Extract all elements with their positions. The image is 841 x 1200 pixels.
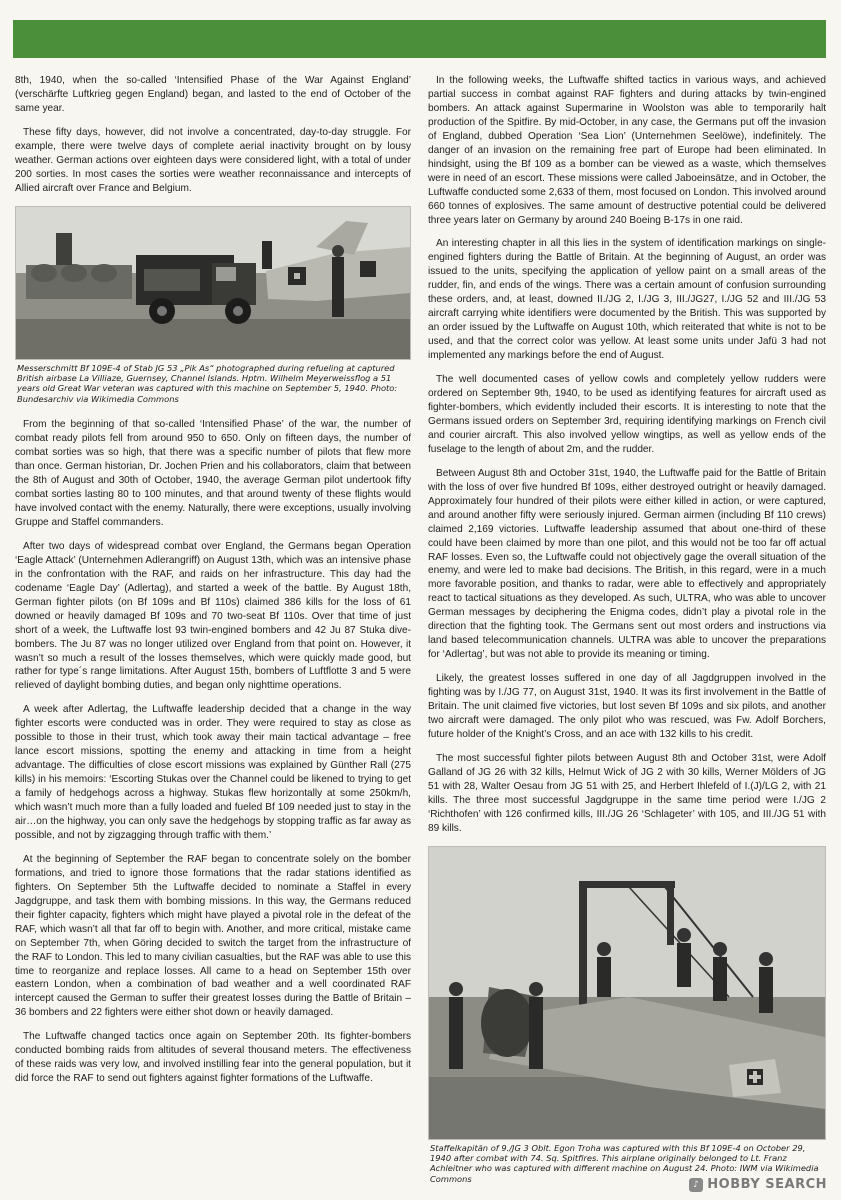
paragraph: The well documented cases of yellow cowls and completely yellow rudders were ordered on September 9th, 1940, to be used as identifying features for aircraft used as fighter-bombers, which evidently included their escorts. It is interesting to note that the Germans issued orders on September 3rd, requiring identifying markings on French civil and courier aircraft. This also involved yellow wingtips, as well as yellow ends of the fuselage to the length of about 2m, and the rudder.: [428, 374, 826, 455]
refueling-scene-illustration: [16, 207, 410, 359]
paragraph: Likely, the greatest losses suffered in one day of all Jagdgruppen involved in the fighting was by I./JG 77, on August 31st, 1940. It was its first involvement in the Battle of Britain. The unit claimed five victories, but lost seven Bf 109s and six pilots, and another two aircraft were damaged. The only pilot who was rescued, was Fw. Adolf Borchers, future holder of the Knight’s Cross, and an ace with 132 kills to his credit.: [428, 673, 826, 740]
paragraph: At the beginning of September the RAF began to concentrate solely on the bomber formations, and tried to ignore those formations that the radar stations identified as fighters. On September 5th the Luftwaffe decided to nominate a Staffel in every Jagdgruppe, and task them with bombing missions. In this way, the Germans reduced their fighter capacity, fighters which might have played a pivotal role in the defeat of the RAF, which wasn’t all that far off to begin with. Another, and more critical, mistake came on September 7th, when Göring decided to switch the target from the infrastructure of the RAF to London. This led to many civilian casualties, but the RAF was able to use this time to reorganize and replace losses. All came to a head on September 15th over eastern London, when a combination of bad weather and a well coordinated RAF intercept caused the German to suffer their greatest losses during the Battle of Britain – 36 bombers and 22 fighters were either shot down or heavily damaged.: [15, 853, 411, 1019]
right-column: [428, 74, 826, 1198]
paragraph: Between August 8th and October 31st, 1940, the Luftwaffe paid for the Battle of Britain with the loss of over five hundred Bf 109s, either destroyed outright or heavily damaged. Approximately four hundred of their pilots were either killed in action, or were captured, and around another fifty were seriously injured. German airmen (including Bf 110 crews) claimed 2,169 victories. Luftwaffe leadership assumed that about one-third of these could have been claimed by more than one pilot, and this would not be too far off actual RAF losses. Even so, the Luftwaffe could not objectively gage the overall situation of the enemy, and were led to make bad decisions. The British, in this regard, were in a much more favorable position, and thanks to radar, were able to effectively and appropriately react to tactical situations as they developed. As such, ULTRA, who was able to uncover German messages by deciphering the Enigma codes, didn’t play a pivotal role in the direction that the fighting took. The Germans sent out most orders and instructions via land based telecommunication channels. ULTRA was able to uncover the preparations for ‘Adlertag’, but was not able to provide its meaning or timing.: [428, 467, 826, 661]
paragraph: 8th, 1940, when the so-called ‘Intensified Phase of the War Against England’ (verschärfte Luftkrieg gegen England) began, and lasted to the end of October of the same year.: [15, 75, 411, 114]
paragraph: From the beginning of that so-called ‘Intensified Phase’ of the war, the number of combat ready pilots fell from around 950 to 650. Only on fifteen days, the number of combat sorties was so high, that there was a specific number of pilots that flew more than once. German historian, Dr. Jochen Prien and his collaborators, claim that between the 8th of August and 30th of October, 1940, the average German pilot undertook fifty combat sorties lasting 80 to 100 minutes, and that around twenty of these flights would have involved contact with the enemy. Naturally, there were exceptions, usually involving Gruppe and Staffel commanders.: [15, 419, 411, 528]
paragraph: An interesting chapter in all this lies in the system of identification markings on single-engined fighters during the Battle of Britain. At the beginning of August, an order was issued to the units, specifying the application of yellow paint on a small areas of the rudder, fin, and ends of the wings. There was a certain amount of confusion surrounding these orders, and, at least, downed II./JG 2, I./JG 3, III./JG27, I./JG 52 and III./JG 53 aircraft carrying white identifiers were documented by the British. This was supported by an order issued by the Luftwaffe on August 10th, which reiterated that white is not to be used, and that the correct color was yellow. At least some units under Jafü 3 had not implemented any markings before the end of August.: [428, 238, 826, 362]
paragraph: After two days of widespread combat over England, the Germans began Operation ‘Eagle Attack’ (Unternehmen Adlerangriff) on August 13th, which was an intensive phase in the confrontation with the RAF, and raids on her infrastructure. This day had the codename ‘Eagle Day’ (Adlertag), and started a week of the battle. By August 18th, German fighter pilots (on Bf 109s and Bf 110s) claimed 386 kills for the loss of 61 downed or heavily damaged Bf 109s and 70 two-seat Bf 110s. Over that time of just short of a week, the Luftwaffe lost 93 twin-engined bombers and 42 Ju 87 Stuka dive-bombers. The Ju 87 was no longer utilized over England from that point on. However, it wasn’t so much a result of the losses themselves, which were quickly made good, but rather for type´s range limitations. After August 15th, bombers of Luftflotte 3 and 5 were relieved of daylight bombing duties, and began only nighttime operations.: [15, 540, 411, 692]
header-bar: [13, 20, 826, 58]
paragraph: The most successful fighter pilots between August 8th and October 31st, were Adolf Galland of JG 26 with 32 kills, Helmut Wick of JG 2 with 30 kills, Werner Mölders of JG 51 with 28, Walter Oesau from JG 51 with 25, and Herbert Ihlefeld of I.(J)/LG 2, with 21 kills. The three most successful Jagdgruppe in the same time period were I./JG 2 ‘Richthofen’ with 126 confirmed kills, III./JG 26 ‘Schlageter’ with 105, and III./JG 51 with 89 kills.: [428, 752, 826, 834]
crane-lift-scene-illustration: [429, 847, 825, 1139]
paragraph: The Luftwaffe changed tactics once again on September 20th. Its fighter-bombers conducted bombing raids from altitudes of several thousand meters. The effectiveness of these raids was very low, and involved instilling fear into the general population, but it did force the RAF to send out fighters against fighter formations of the Luftwaffe.: [15, 1031, 411, 1085]
photo-caption: Messerschmitt Bf 109E-4 of Stab JG 53 „Pik As“ photographed during refueling at captured British airbase La Villiaze, Guernsey, Channel Islands. Hptm. Wilhelm Meyerweissflog a 51 years old Great War veteran was captured with this machine on September 5, 1940. Photo: Bundesarchiv via Wikimedia Commons: [17, 362, 398, 404]
photo-refueling-bf109: [15, 206, 411, 360]
watermark-text: HOBBY SEARCH: [707, 1177, 827, 1192]
paragraph: A week after Adlertag, the Luftwaffe leadership decided that a change in the way fighter escorts were conducted was in order. They were required to stay as close as possible to those in their trust, which took away their main tactical advantage – free lance escort missions, spotting the enemy and attacking in time from a height advantage. The difficulties of close escort missions was explained by Günther Rall (275 kills) in his memoirs: ‘Escorting Stukas over the Channel could be likened to trying to get a family of hedgehogs across a highway. Stukas flew horizontally at some 250km/h, which wasn’t much more than a fully loaded and fueled Bf 109 needed just to stay in the air…on the highway, you can only save the hedgehogs by stopping traffic as far away as possible, and not by zigzagging through traffic with them.’: [15, 704, 411, 841]
paragraph: These fifty days, however, did not involve a concentrated, day-to-day struggle. For example, there were twelve days of complete aerial inactivity brought on by lousy weather. German actions over eighteen days were considered light, with a total of under 200 sorties. In most cases the sorties were weather reconnaissance and intercepts of Allied aircraft over France and Belgium.: [15, 126, 411, 194]
watermark: [689, 1177, 827, 1192]
left-column: [15, 74, 411, 1096]
hobby-search-logo-icon: ♪: [689, 1178, 703, 1192]
paragraph: In the following weeks, the Luftwaffe shifted tactics in various ways, and achieved partial success in combat against RAF fighters and during attacks by twin-engined bombers. An attack against Supermarine in Woolston was able to temporarily halt production of the Spitfire. By mid-October, in any case, the Germans put off the invasion of England, dubbed Operation ‘Sea Lion’ (Unternehmen Seelöwe), indefinitely. The danger of an invasion on the remaining free part of Europe had been eliminated. In hindsight, using the Bf 109 as a bomber can be viewed as a waste, which themselves were in need of an escort. These missions were called Jaboeinsätze, and in October, the Luftwaffe conducted some 2,633 of them, most focused on London. This involved around 660 tonnes of explosives. The same amount of destructive potential could be delivered three years later on Germany by around 240 Boeing B-17s in one raid.: [428, 75, 826, 226]
photo-caption: Staffelkapitän of 9./JG 3 Oblt. Egon Troha was captured with this Bf 109E-4 on October 29, 1940 after combat with 74. Sq. Spitfires. This airplane originally belonged to Lt. Franz Achleitner who was captured with different machine on August 24. Photo: IWM via Wikimedia Commons: [430, 1142, 819, 1184]
photo-captured-bf109: [428, 846, 826, 1140]
